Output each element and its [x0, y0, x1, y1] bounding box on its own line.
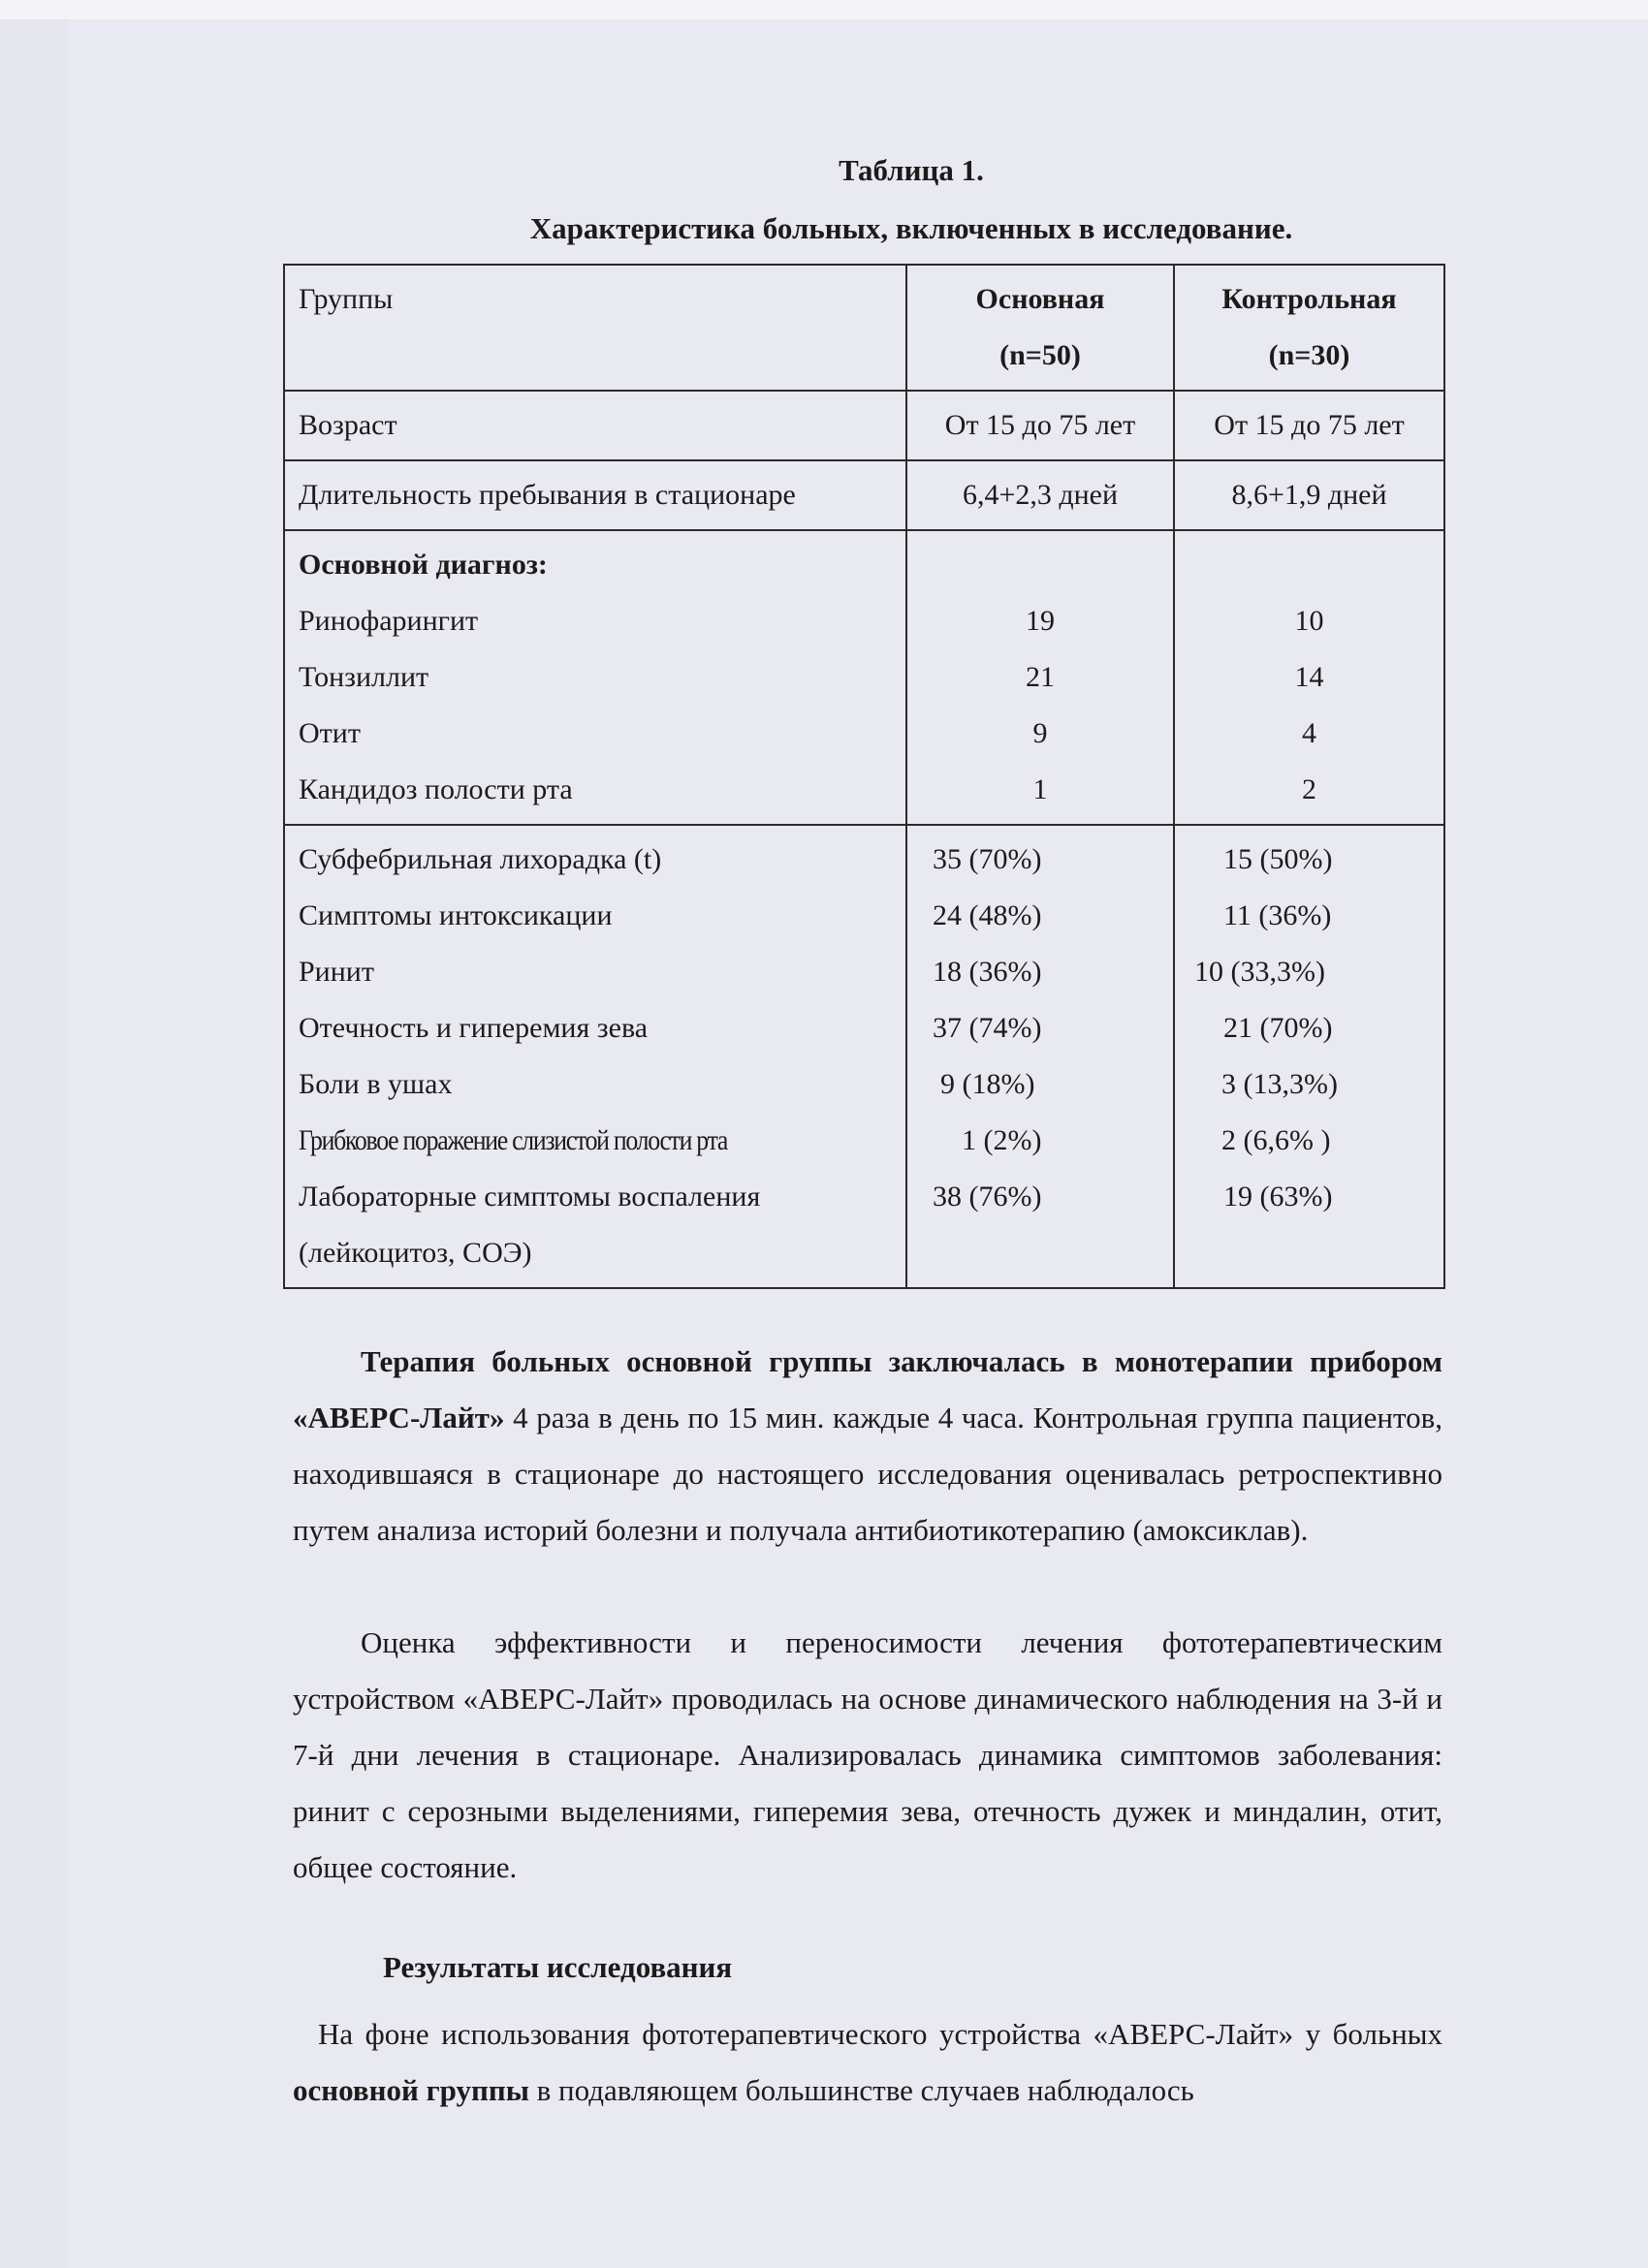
symptoms-control-cell — [1174, 825, 1444, 1288]
symptom-control-value: 2 (6,6% ) — [1221, 1124, 1331, 1156]
diagnosis-control-value: 4 — [1302, 717, 1316, 749]
symptom-control-value: 15 (50%) — [1223, 843, 1333, 875]
diagnosis-label: Ринофарингит — [299, 605, 479, 637]
diagnosis-label: Отит — [299, 717, 361, 749]
stay-row — [284, 460, 1444, 530]
diagnosis-main-value: 9 — [1032, 717, 1048, 749]
symptom-control-value: 11 (36%) — [1223, 899, 1332, 931]
stay-label: Длительность пребывания в стационаре — [284, 460, 906, 530]
main-group-name: Основная — [975, 283, 1105, 315]
age-row — [284, 391, 1444, 460]
control-group-header-cell — [1174, 265, 1444, 391]
groups-header-cell — [284, 265, 906, 391]
symptom-control-value: 21 (70%) — [1223, 1012, 1333, 1044]
symptom-control-value: 3 (13,3%) — [1221, 1068, 1338, 1100]
patients-table — [283, 264, 1445, 1289]
control-group-name: Контрольная — [1221, 283, 1397, 315]
symptom-main-value: 24 (48%) — [933, 899, 1042, 931]
paragraph-results-start: На фоне использования фототерапевтического устройства «АВЕРС-Лайт» у больных — [318, 2017, 1442, 2051]
symptom-main-value: 37 (74%) — [933, 1012, 1042, 1044]
symptom-control-value: 10 (33,3%) — [1194, 956, 1325, 988]
paragraph-therapy — [293, 1334, 1442, 1559]
results-heading: Результаты исследования — [383, 1950, 733, 1984]
symptom-label: Лабораторные симптомы воспаления — [299, 1181, 761, 1213]
diagnosis-main-value: 19 — [1026, 605, 1055, 637]
diagnosis-control-cell — [1174, 530, 1444, 825]
paragraph-results-bold: основной группы — [293, 2073, 529, 2107]
header-row — [284, 265, 1444, 391]
diagnosis-labels-cell — [284, 530, 906, 825]
diagnosis-control-value: 2 — [1302, 773, 1316, 805]
symptom-label: Субфебрильная лихорадка (t) — [299, 843, 662, 875]
paragraph-evaluation: Оценка эффективности и переносимости лечения фототерапевтическим устройством «АВЕРС-Лайт» проводилась на основе динамического наблюдения на 3-й и 7-й дни лечения в стационаре. Анализировалась динамика симптомов заболевания: ринит с серозными выделениями, гиперемия зева, отечность дужек и миндалин, отит, общее состояние. — [293, 1625, 1442, 1884]
symptom-main-value: 38 (76%) — [933, 1181, 1042, 1213]
symptom-label: Грибковое поражение слизистой полости рта — [299, 1124, 728, 1156]
symptom-main-value: 1 (2%) — [962, 1124, 1042, 1156]
table-caption-subtitle: Характеристика больных, включенных в исследование. — [529, 211, 1293, 245]
paragraph-therapy-text: 4 раза в день по 15 мин. каждые 4 часа. Контрольная группа пациентов, находившаяся в стационаре до настоящего исследования оценивалась ретроспективно путем анализа историй болезни и получала антибиотикотерапию (амоксиклав). — [293, 1401, 1442, 1547]
main-group-header-cell — [906, 265, 1174, 391]
stay-main: 6,4+2,3 дней — [906, 460, 1174, 530]
scan-top-edge — [0, 0, 1648, 19]
stay-control: 8,6+1,9 дней — [1174, 460, 1444, 530]
symptoms-labels-cell — [284, 825, 906, 1288]
age-main: От 15 до 75 лет — [906, 391, 1174, 460]
paragraph-results — [293, 2006, 1442, 2119]
symptom-label: Боли в ушах — [299, 1068, 453, 1100]
symptom-label: Симптомы интоксикации — [299, 899, 613, 931]
diagnosis-title: Основной диагноз: — [299, 549, 548, 581]
symptom-main-value: 9 (18%) — [940, 1068, 1035, 1100]
paragraph-therapy-bold: Терапия больных основной группы заключалась в монотерапии прибором «АВЕРС-Лайт» — [293, 1344, 1442, 1434]
symptom-main-value: 35 (70%) — [933, 843, 1042, 875]
diagnosis-main-cell — [906, 530, 1174, 825]
symptom-main-value: 18 (36%) — [933, 956, 1042, 988]
diagnosis-main-value: 1 — [1032, 773, 1048, 805]
control-group-n: (n=30) — [1268, 339, 1350, 371]
symptoms-main-cell — [906, 825, 1174, 1288]
diagnosis-control-value: 14 — [1294, 661, 1324, 693]
diagnosis-row — [284, 530, 1444, 825]
diagnosis-main-value: 21 — [1026, 661, 1055, 693]
diagnosis-label: Кандидоз полости рта — [299, 773, 573, 805]
symptoms-row — [284, 825, 1444, 1288]
main-group-n: (n=50) — [999, 339, 1081, 371]
symptom-label-continuation: (лейкоцитоз, СОЭ) — [299, 1237, 532, 1269]
diagnosis-label: Тонзиллит — [299, 661, 429, 693]
age-control: От 15 до 75 лет — [1174, 391, 1444, 460]
diagnosis-control-value: 10 — [1294, 605, 1324, 637]
symptom-control-value: 19 (63%) — [1223, 1181, 1333, 1213]
paragraph-results-end: в подавляющем большинстве случаев наблюдалось — [528, 2073, 1194, 2107]
age-label: Возраст — [284, 391, 906, 460]
symptom-label: Ринит — [299, 956, 374, 988]
symptom-label: Отечность и гиперемия зева — [299, 1012, 649, 1044]
table-caption-title: Таблица 1. — [839, 153, 984, 187]
groups-label: Группы — [299, 283, 394, 315]
